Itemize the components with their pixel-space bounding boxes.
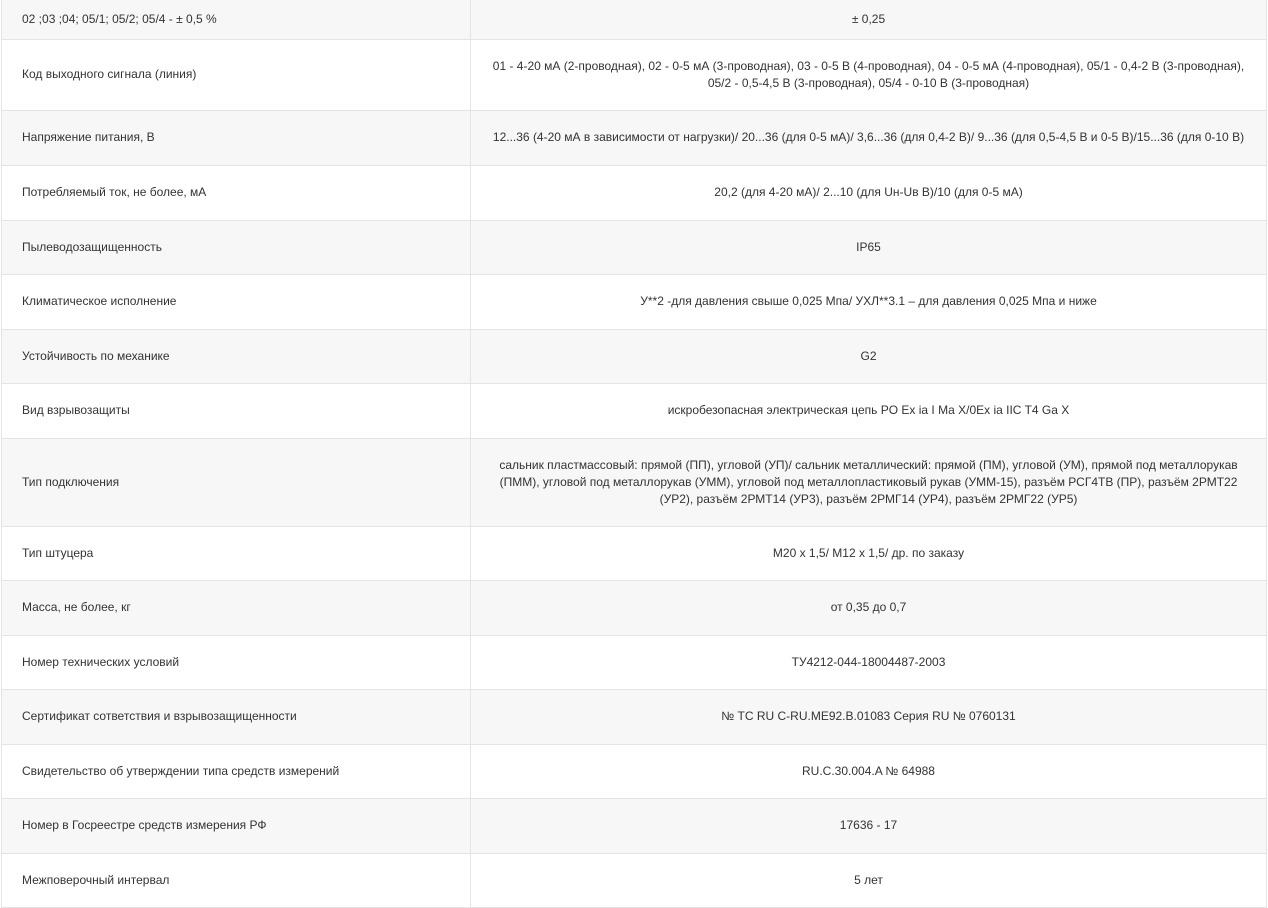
spec-name: Напряжение питания, В: [2, 110, 471, 165]
spec-name: Тип штуцера: [2, 526, 471, 580]
spec-name: Вид взрывозащиты: [2, 383, 471, 438]
table-row: [2, 526, 1267, 580]
table-row: [2, 39, 1267, 110]
spec-value: 12...36 (4-20 мА в зависимости от нагрузки)/ 20...36 (для 0-5 мА)/ 3,6...36 (для 0,4-2 В)/ 9...36 (для 0,5-4,5 В и 0-5 В)/15...36 (для 0-10 В): [471, 110, 1267, 165]
specifications-table: [1, 0, 1267, 908]
table-row: [2, 798, 1267, 853]
spec-value: 20,2 (для 4-20 мА)/ 2...10 (для Uн-Uв В)/10 (для 0-5 мА): [471, 165, 1267, 220]
spec-name: Свидетельство об утверждении типа средств измерений: [2, 744, 471, 798]
table-row: [2, 635, 1267, 689]
spec-name: Потребляемый ток, не более, мА: [2, 165, 471, 220]
table-row: [2, 110, 1267, 165]
spec-name: 02 ;03 ;04; 05/1; 05/2; 05/4 - ± 0,5 %: [2, 0, 471, 39]
spec-value: М20 х 1,5/ М12 х 1,5/ др. по заказу: [471, 526, 1267, 580]
spec-value: 17636 - 17: [471, 798, 1267, 853]
table-row: [2, 744, 1267, 798]
table-row: [2, 165, 1267, 220]
spec-value: 01 - 4-20 мА (2-проводная), 02 - 0-5 мА (3-проводная), 03 - 0-5 В (4-проводная), 04 - 0-5 мА (4-проводная), 05/1 - 0,4-2 В (3-проводная), 05/2 - 0,5-4,5 В (3-проводная), 05/4 - 0-10 В (3-проводная): [471, 39, 1267, 110]
spec-name: Пылеводозащищенность: [2, 220, 471, 274]
spec-value: от 0,35 до 0,7: [471, 580, 1267, 635]
specifications-section: [1, 0, 1267, 908]
spec-value: 5 лет: [471, 853, 1267, 907]
spec-value: RU.C.30.004.A № 64988: [471, 744, 1267, 798]
table-row: [2, 274, 1267, 329]
table-row: [2, 329, 1267, 383]
spec-name: Сертификат сответствия и взрывозащищенности: [2, 689, 471, 744]
spec-value: IP65: [471, 220, 1267, 274]
spec-value: искробезопасная электрическая цепь PO Ex ia I Ma X/0Ex ia IIC T4 Ga X: [471, 383, 1267, 438]
spec-name: Тип подключения: [2, 438, 471, 526]
table-row: [2, 580, 1267, 635]
table-row: [2, 383, 1267, 438]
spec-value: G2: [471, 329, 1267, 383]
spec-value: ТУ4212-044-18004487-2003: [471, 635, 1267, 689]
spec-value: № ТС RU C-RU.МЕ92.В.01083 Серия RU № 0760131: [471, 689, 1267, 744]
spec-name: Номер технических условий: [2, 635, 471, 689]
table-row: [2, 0, 1267, 39]
spec-name: Межповерочный интервал: [2, 853, 471, 907]
spec-value: У**2 -для давления свыше 0,025 Мпа/ УХЛ**3.1 – для давления 0,025 Мпа и ниже: [471, 274, 1267, 329]
spec-value: ± 0,25: [471, 0, 1267, 39]
table-row: [2, 220, 1267, 274]
spec-name: Номер в Госреестре средств измерения РФ: [2, 798, 471, 853]
table-row: [2, 689, 1267, 744]
spec-name: Код выходного сигнала (линия): [2, 39, 471, 110]
table-row: [2, 438, 1267, 526]
spec-name: Масса, не более, кг: [2, 580, 471, 635]
spec-value: сальник пластмассовый: прямой (ПП), угловой (УП)/ сальник металлический: прямой (ПМ), угловой (УМ), прямой под металлорукав (ПММ), угловой под металлорукав (УММ), угловой под металлопластиковый рукав (УММ-15), разъём РСГ4ТВ (ПР), разъём 2РМТ22 (УР2), разъём 2РМТ14 (УР3), разъём 2РМГ14 (УР4), разъём 2РМГ22 (УР5): [471, 438, 1267, 526]
spec-name: Климатическое исполнение: [2, 274, 471, 329]
spec-name: Устойчивость по механике: [2, 329, 471, 383]
